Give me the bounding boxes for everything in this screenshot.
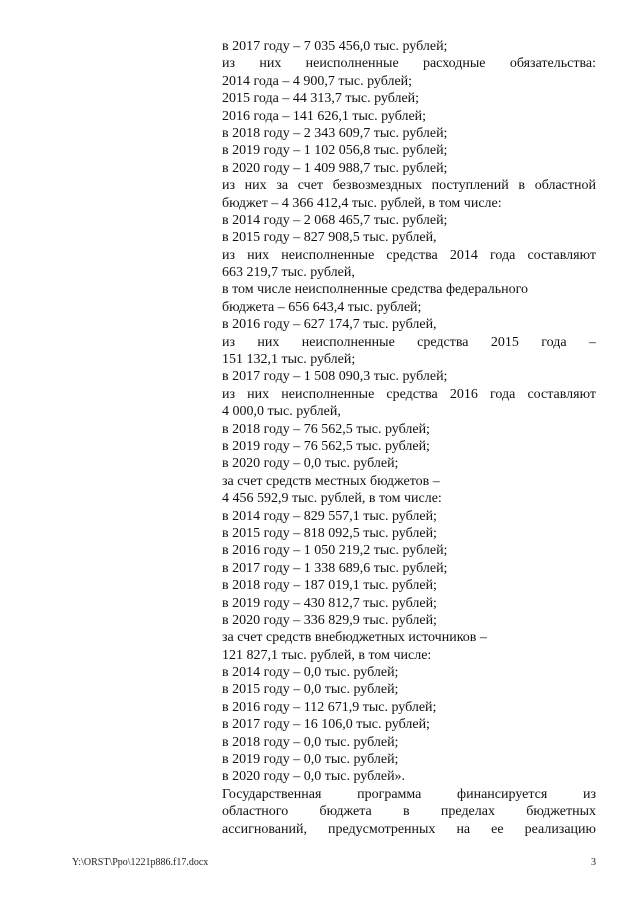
text-line: в 2014 году – 829 557,1 тыс. рублей; [222,508,437,524]
text-line: в 2017 году – 16 106,0 тыс. рублей; [222,717,430,733]
text-line: в 2016 году – 1 050 219,2 тыс. рублей; [222,543,448,559]
text-line: в 2017 году – 1 508 090,3 тыс. рублей; [222,369,448,385]
text-line: из них за счет безвозмездных поступлений в областной [222,178,596,194]
text-line: в 2016 году – 627 174,7 тыс. рублей, [222,317,437,333]
text-line: бюджет – 4 366 412,4 тыс. рублей, в том числе: [222,195,502,211]
text-line: в 2019 году – 0,0 тыс. рублей; [222,752,399,768]
text-line: бюджета – 656 643,4 тыс. рублей; [222,299,422,315]
text-line: 4 456 592,9 тыс. рублей, в том числе: [222,491,442,507]
text-line: в 2018 году – 2 343 609,7 тыс. рублей; [222,125,448,141]
text-line: 663 219,7 тыс. рублей, [222,265,355,281]
text-line: в 2018 году – 76 562,5 тыс. рублей; [222,421,430,437]
text-line: в 2019 году – 430 812,7 тыс. рублей; [222,595,437,611]
text-line: из них неисполненные средства 2016 года составляют [222,386,596,402]
text-line: Государственная программа финансируется из [222,786,596,802]
text-line: в 2015 году – 827 908,5 тыс. рублей, [222,230,437,246]
text-line: в 2019 году – 1 102 056,8 тыс. рублей; [222,143,448,159]
text-line: в 2017 году – 7 035 456,0 тыс. рублей; [222,39,448,54]
text-line: за счет средств местных бюджетов – [222,473,440,489]
text-line: 2016 года – 141 626,1 тыс. рублей; [222,108,427,124]
text-line: в 2020 году – 1 409 988,7 тыс. рублей; [222,160,448,176]
text-line: из них неисполненные расходные обязательства: [222,56,596,72]
text-line: в 2015 году – 818 092,5 тыс. рублей; [222,525,437,541]
text-line: в 2016 году – 112 671,9 тыс. рублей; [222,699,437,715]
text-line: в 2019 году – 76 562,5 тыс. рублей; [222,438,430,454]
text-line: в 2017 году – 1 338 689,6 тыс. рублей; [222,560,448,576]
text-line: в 2020 году – 336 829,9 тыс. рублей; [222,612,437,628]
text-line: 2014 года – 4 900,7 тыс. рублей; [222,73,413,89]
text-line: в том числе неисполненные средства федерального [222,282,528,298]
document-body [222,38,596,838]
text-line: в 2018 году – 0,0 тыс. рублей; [222,734,399,750]
text-line: 4 000,0 тыс. рублей, [222,404,341,420]
page-number: 3 [591,857,596,868]
text-line: в 2015 году – 0,0 тыс. рублей; [222,682,399,698]
text-line: 151 132,1 тыс. рублей; [222,352,356,368]
footer-file-path: Y:\ORST\Ppo\1221p886.f17.docx [72,857,209,868]
text-line: из них неисполненные средства 2014 года составляют [222,247,596,263]
text-line: в 2020 году – 0,0 тыс. рублей; [222,456,399,472]
text-line: за счет средств внебюджетных источников – [222,630,487,646]
text-line: 121 827,1 тыс. рублей, в том числе: [222,647,432,663]
text-line: в 2018 году – 187 019,1 тыс. рублей; [222,578,437,594]
text-line: в 2014 году – 0,0 тыс. рублей; [222,665,399,681]
text-line: областного бюджета в пределах бюджетных [222,804,596,820]
text-line: из них неисполненные средства 2015 года – [222,334,596,350]
text-line: 2015 года – 44 313,7 тыс. рублей; [222,91,420,107]
text-line: в 2014 году – 2 068 465,7 тыс. рублей; [222,212,448,228]
text-line: ассигнований, предусмотренных на ее реализацию [222,821,596,837]
text-line: в 2020 году – 0,0 тыс. рублей». [222,769,406,785]
